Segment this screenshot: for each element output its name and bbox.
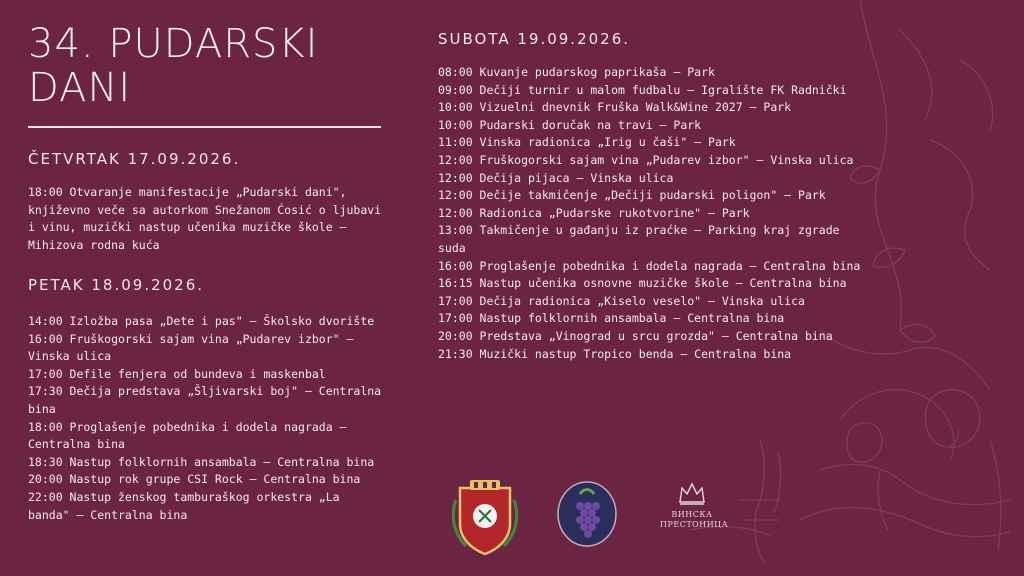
list-item: 18:00 Otvaranje manifestacije „Pudarski dani", književno veče sa autorkom Snežanom Ćosić o ljubavi i vinu, muzički nastup učenika muzičke škole – Mihizova rodna kuća <box>28 185 382 252</box>
list-item: 09:00 Dečiji turnir u malom fudbalu – Igralište FK Radnički <box>438 82 847 97</box>
list-item: 08:00 Kuvanje pudarskog paprikaša – Park <box>438 65 715 79</box>
schedule-list-thursday <box>28 184 388 254</box>
schedule-list-friday <box>28 313 388 524</box>
list-item: 18:00 Proglašenje pobednika i dodela nagrada – Centralna bina <box>28 419 347 452</box>
list-item: 16:00 Fruškogorski sajam vina „Pudarev izbor" – Vinska ulica <box>28 331 354 364</box>
municipality-coat-of-arms-logo <box>452 480 518 556</box>
day-heading-thursday: ČETVRTAK 17.09.2026. <box>28 150 241 168</box>
list-item: 17:00 Defile fenjera od bundeva i maskenbal <box>28 366 326 381</box>
list-item: 12:00 Radionica „Pudarske rukotvorine" – Park <box>438 205 750 220</box>
list-item: 20:00 Predstava „Vinograd u srcu grozda" – Centralna bina <box>438 328 833 343</box>
list-item: 16:15 Nastup učenika osnovne muzičke škole – Centralna bina <box>438 276 847 291</box>
list-item: 13:00 Takmičenje u gađanju iz praćke – Parking kraj zgrade suda <box>438 223 840 255</box>
list-item: 14:00 Izložba pasa „Dete i pas" – Školsko dvorište <box>28 314 375 328</box>
day-heading-friday: PETAK 18.09.2026. <box>28 276 205 294</box>
list-item: 12:00 Fruškogorski sajam vina „Pudarev izbor" – Vinska ulica <box>438 152 854 167</box>
list-item: 10:00 Pudarski doručak na travi – Park <box>438 117 702 132</box>
wine-capital-logo <box>660 480 729 530</box>
event-title-line-1: 34. PUDARSKI <box>28 21 319 67</box>
list-item: 22:00 Nastup ženskog tamburaškog orkestra „La banda" – Centralna bina <box>28 489 340 522</box>
title-divider <box>28 126 381 128</box>
event-title <box>28 22 388 110</box>
list-item: 12:00 Dečije takmičenje „Dečiji pudarski poligon" – Park <box>438 188 826 203</box>
list-item: 17:00 Nastup folklornih ansambala – Centralna bina <box>438 311 785 326</box>
schedule-list-saturday <box>438 64 870 363</box>
list-item: 12:00 Dečija pijaca – Vinska ulica <box>438 170 674 185</box>
wine-capital-text-line-2: ПРЕСТОНИЦА <box>660 520 729 529</box>
list-item: 16:00 Proglašenje pobednika i dodela nagrada – Centralna bina <box>438 258 861 273</box>
list-item: 17:00 Dečija radionica „Kiselo veselo" – Vinska ulica <box>438 293 805 308</box>
wine-capital-text-line-1: ВИНСКА <box>671 510 713 519</box>
grape-emblem-logo <box>556 480 618 548</box>
list-item: 20:00 Nastup rok grupe CSI Rock – Centralna bina <box>28 472 361 487</box>
list-item: 18:30 Nastup folklornih ansambala – Centralna bina <box>28 454 375 469</box>
list-item: 11:00 Vinska radionica „Irig u čaši" – Park <box>438 135 736 150</box>
event-title-line-2: DANI <box>28 65 132 111</box>
crown-icon <box>677 480 707 506</box>
list-item: 21:30 Muzički nastup Tropico benda – Centralna bina <box>438 346 792 361</box>
list-item: 10:00 Vizuelni dnevnik Fruška Walk&Wine 2027 – Park <box>438 100 792 115</box>
day-heading-saturday: SUBOTA 19.09.2026. <box>438 30 631 48</box>
list-item: 17:30 Dečija predstava „Šljivarski boj" – Centralna bina <box>28 384 382 416</box>
